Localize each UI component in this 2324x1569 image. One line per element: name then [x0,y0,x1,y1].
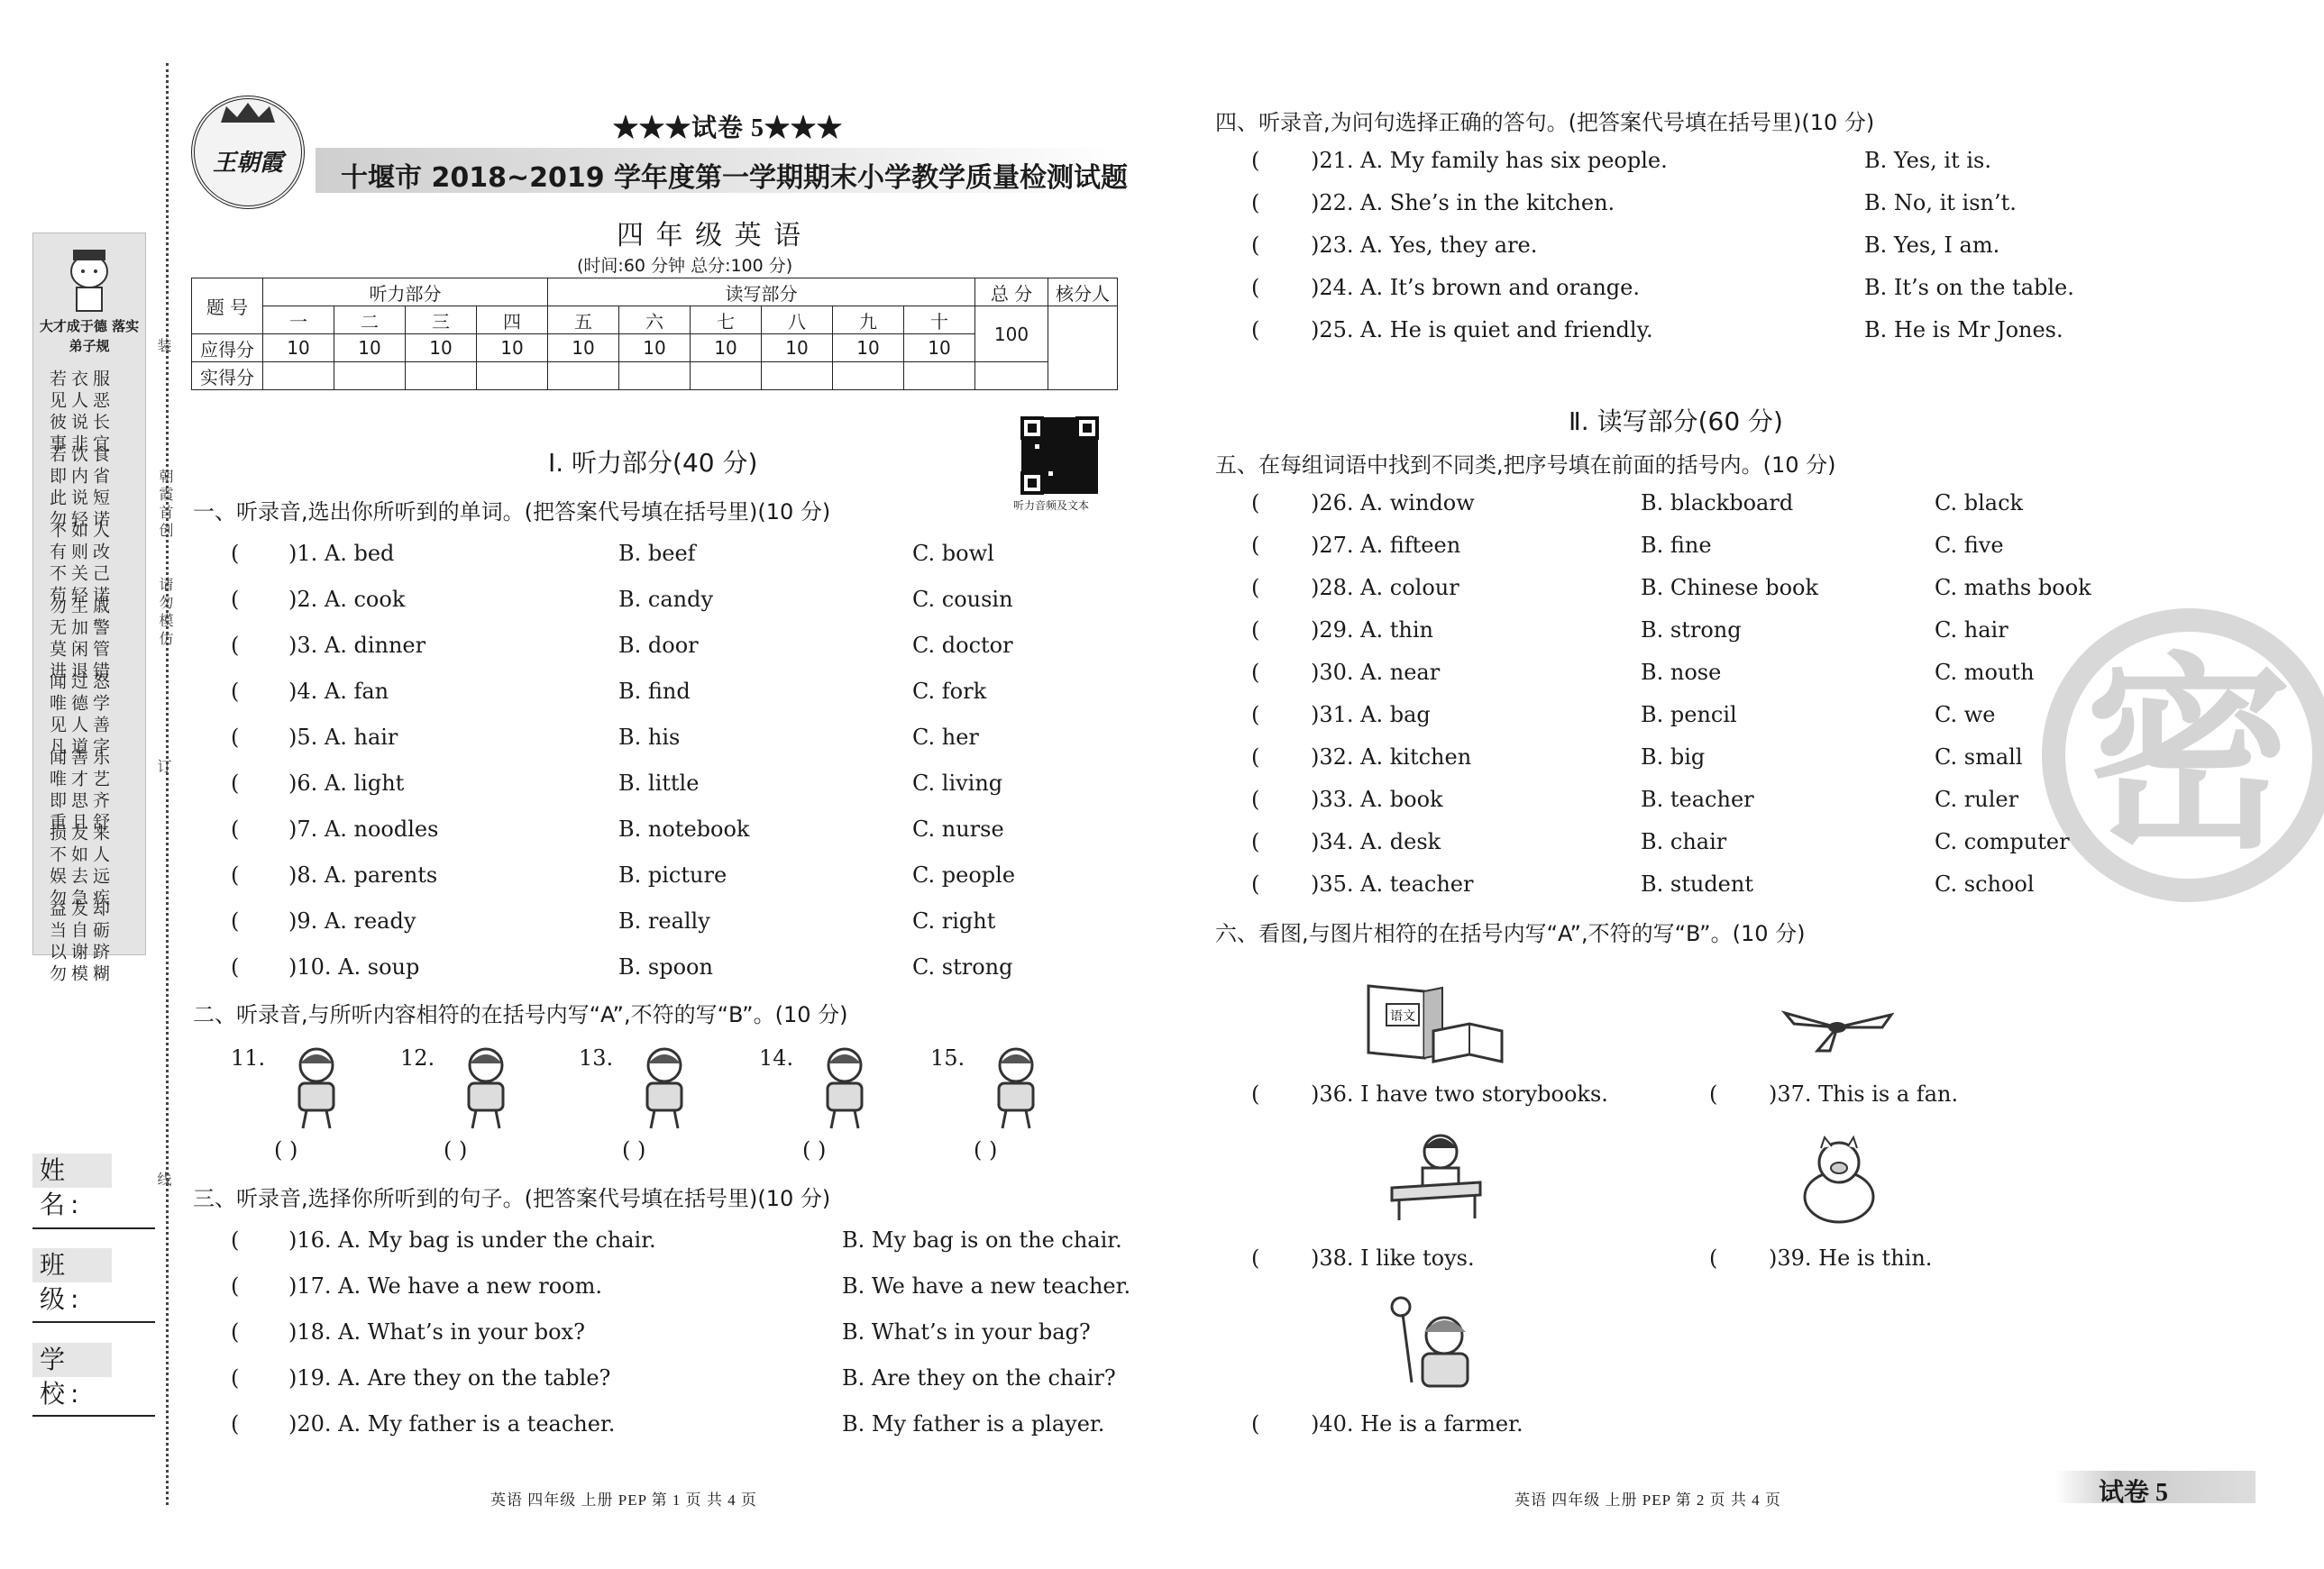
answer-paren[interactable]: ( ) [802,1137,827,1163]
answer-paren[interactable]: ( [1251,148,1260,173]
school-label: 学 校: [32,1343,112,1377]
q36: )36. I have two storybooks. [1311,1081,1608,1107]
question-number-cell: 七 [691,306,762,334]
answer-paren[interactable]: ( [1251,702,1260,727]
word-b: B. teacher [1641,787,1754,812]
binding-mark-ding: 订 [155,759,172,777]
due-score-cell: 10 [691,334,762,362]
option-b: B. door [618,633,699,658]
storybooks-picture [1361,982,1505,1067]
total-value: 100 [975,306,1048,362]
answer-paren[interactable]: ( ) [274,1137,298,1163]
fat-pig-picture [1798,1137,1880,1224]
option-b: B. beef [618,541,696,566]
answer-a: )21. A. My family has six people. [1311,148,1668,173]
footer-right: 英语 四年级 上册 PEP 第 2 页 共 4 页 [1514,1491,1781,1509]
question-number-cell: 八 [762,306,833,334]
listening-picture-12 [436,1044,535,1130]
word-c: C. five [1935,533,2004,558]
name-field[interactable] [32,1227,155,1229]
motto-column: 却砺跻糊 [90,899,110,986]
word-a: )35. A. teacher [1311,871,1474,897]
binding-mark-xian: 线 [155,1172,172,1190]
word-c: C. computer [1935,829,2070,854]
answer-paren[interactable]: ( [231,1365,240,1391]
reading-group-label: 读写部分 [548,278,975,306]
picture-number: 11. [231,1045,266,1071]
watermark-char: 密 [2084,636,2293,877]
answer-paren[interactable]: ( [1251,575,1260,600]
word-b: B. pencil [1641,702,1737,727]
answer-paren[interactable]: ( [1251,660,1260,685]
word-a: )31. A. bag [1311,702,1431,727]
word-b: B. chair [1641,829,1727,854]
word-b: B. blackboard [1641,490,1794,515]
actual-score-cell[interactable] [477,362,548,390]
word-c: C. black [1935,490,2024,515]
answer-a: )25. A. He is quiet and friendly. [1311,317,1653,342]
option-b: B. spoon [618,954,713,980]
sentence-a: )18. A. What’s in your box? [288,1319,585,1345]
actual-score-cell[interactable] [833,362,904,390]
answer-paren[interactable]: ( [231,954,240,980]
option-a: )7. A. noodles [288,816,439,842]
option-a: )2. A. cook [288,587,406,612]
question-number-cell: 十 [904,306,975,334]
picture-number: 12. [400,1045,435,1071]
qr-code-icon[interactable] [1020,416,1098,494]
section4-title: 四、听录音,为问句选择正确的答句。(把答案代号填在括号里)(10 分) [1215,110,1875,135]
motto-column: 来人远疾 [90,824,110,910]
option-c: C. people [912,862,1016,888]
answer-b: B. Yes, I am. [1864,233,2000,258]
actual-total-cell[interactable] [975,362,1048,390]
q39-paren[interactable]: ( [1709,1245,1718,1271]
picture-number: 13. [579,1045,614,1071]
exam-title: 十堰市 2018~2019 学年度第一学期期末小学教学质量检测试题 [341,162,1129,194]
answer-paren[interactable]: ( [231,1319,240,1345]
word-a: )26. A. window [1311,490,1475,515]
answer-paren[interactable]: ( [231,1227,240,1253]
word-a: )28. A. colour [1311,575,1459,600]
motto-column: 戚警管错 [90,597,110,683]
listening-picture-11 [267,1044,366,1130]
motto-column: 益当以勿 [47,899,67,986]
answer-paren[interactable]: ( [1251,787,1260,812]
answer-paren[interactable]: ( [231,1273,240,1299]
motto-column: 勿无莫进 [47,597,67,683]
listening-group-label: 听力部分 [263,278,548,306]
due-score-cell: 10 [548,334,619,362]
binding-dotted-line [166,63,169,1505]
option-a: )5. A. hair [288,725,398,750]
motto-column: 衣人说非 [69,369,88,456]
answer-paren[interactable]: ( [1251,533,1260,558]
question-number-cell: 五 [548,306,619,334]
answer-paren[interactable]: ( [1251,275,1260,300]
answer-a: )24. A. It’s brown and orange. [1311,275,1641,300]
due-score-cell: 10 [263,334,334,362]
word-b: B. fine [1641,533,1712,558]
answer-paren[interactable]: ( [1251,317,1260,342]
part1-title: Ⅰ. 听力部分(40 分) [548,448,758,478]
motto-column: 闻唯即重 [47,748,67,835]
answer-paren[interactable]: ( [231,725,240,750]
actual-score-cell[interactable] [904,362,975,390]
option-a: )8. A. parents [288,862,438,888]
picture-number: 14. [759,1045,794,1071]
word-a: )30. A. near [1311,660,1441,685]
subject-title: 四 年 级 英 语 [617,220,803,251]
sentence-a: )16. A. My bag is under the chair. [288,1227,656,1253]
class-field[interactable] [32,1321,155,1323]
score-table [191,278,1118,390]
due-score-cell: 10 [334,334,406,362]
answer-paren[interactable]: ( [1251,617,1260,643]
answer-paren[interactable]: ( [231,816,240,842]
word-c: C. small [1935,744,2023,770]
option-c: C. bowl [912,541,994,566]
answer-paren[interactable]: ( ) [974,1137,998,1163]
table-head-actual: 实得分 [192,362,263,390]
motto-column: 损不娱勿 [47,824,67,910]
motto-top: 大才成于德 落实弟子规 [39,318,140,354]
q37: )37. This is a fan. [1769,1081,1959,1107]
answer-paren[interactable]: ( [1251,490,1260,515]
due-score-cell: 10 [406,334,477,362]
option-b: B. candy [618,587,714,612]
option-a: )3. A. dinner [288,633,426,658]
due-score-cell: 10 [904,334,975,362]
school-field[interactable] [32,1415,155,1417]
sentence-b: B. Are they on the chair? [842,1365,1116,1391]
footer-left: 英语 四年级 上册 PEP 第 1 页 共 4 页 [490,1491,757,1509]
option-b: B. picture [618,862,727,888]
actual-score-cell[interactable] [406,362,477,390]
option-a: )6. A. light [288,771,405,796]
answer-paren[interactable]: ( [1251,233,1260,258]
word-b: B. strong [1641,617,1742,643]
option-c: C. nurse [912,816,1004,842]
motto-column: 饮内说轻 [69,445,88,532]
option-b: B. his [618,725,681,750]
time-info: (时间:60 分钟 总分:100 分) [577,256,793,276]
option-c: C. strong [912,954,1013,980]
actual-score-cell[interactable] [263,362,334,390]
due-score-cell: 10 [477,334,548,362]
motto-column: 善才思且 [69,748,88,835]
sentence-b: B. My father is a player. [842,1411,1105,1437]
option-c: C. doctor [912,633,1013,658]
answer-paren[interactable]: ( [1251,744,1260,770]
option-a: )10. A. soup [288,954,420,980]
answer-b: B. He is Mr Jones. [1864,317,2063,342]
question-number-cell: 六 [619,306,691,334]
binding-note-2: 请勿模仿 [157,577,174,649]
sentence-a: )20. A. My father is a teacher. [288,1411,616,1437]
word-b: B. nose [1641,660,1722,685]
boy-writing-picture [1386,1128,1486,1222]
q40-paren[interactable]: ( [1251,1411,1260,1437]
q40: )40. He is a farmer. [1311,1411,1523,1437]
actual-score-cell[interactable] [619,362,691,390]
q38: )38. I like toys. [1311,1245,1475,1271]
motto-column: 友如去急 [69,824,88,910]
listening-picture-14 [795,1044,894,1130]
question-number-cell: 四 [477,306,548,334]
answer-b: B. Yes, it is. [1864,148,1991,173]
due-score-cell: 10 [762,334,833,362]
answer-b: B. It’s on the table. [1864,275,2074,300]
option-c: C. fork [912,679,987,704]
motto-column: 服恶长宜 [90,369,110,456]
option-a: )9. A. ready [288,908,416,934]
total-label: 总 分 [975,278,1048,306]
actual-score-cell[interactable] [691,362,762,390]
crown-icon [217,101,279,124]
section2-title: 二、听录音,与所听内容相符的在括号内写“A”,不符的写“B”。(10 分) [193,1002,848,1027]
footer-tag: 试卷 5 [2099,1479,2169,1507]
motto-column: 若见彼事 [47,369,67,456]
section3-title: 三、听录音,选择你所听到的句子。(把答案代号填在括号里)(10 分) [193,1186,831,1211]
motto-column: 怒学善字 [90,672,110,759]
word-b: B. student [1641,871,1753,897]
actual-score-cell[interactable] [334,362,406,390]
word-a: )33. A. book [1311,787,1443,812]
binding-mark-zhuang: 装 [155,338,172,356]
motto-column: 生加闲退 [69,597,88,683]
option-b: B. find [618,679,691,704]
checker-cell[interactable] [1048,306,1118,390]
section5-title: 五、在每组词语中找到不同类,把序号填在前面的括号内。(10 分) [1215,452,1836,478]
word-b: B. Chinese book [1641,575,1819,600]
answer-paren[interactable]: ( [231,771,240,796]
table-head-due: 应得分 [192,334,263,362]
motto-column: 乐艺齐舒 [90,748,110,835]
question-number-cell: 三 [406,306,477,334]
q37-paren[interactable]: ( [1709,1081,1718,1107]
option-a: )4. A. fan [288,679,389,704]
option-c: C. right [912,908,996,934]
motto-column: 食省短诺 [90,445,110,532]
word-a: )32. A. kitchen [1311,744,1472,770]
word-b: B. big [1641,744,1706,770]
table-head-number: 题 号 [192,278,263,334]
motto-column: 若即此勿 [47,445,67,532]
book-cover-text: 语文 [1390,1009,1415,1024]
scholar-cartoon-icon [53,241,125,313]
part2-title: Ⅱ. 读写部分(60 分) [1569,406,1783,436]
option-c: C. her [912,725,979,750]
section1-title: 一、听录音,选出你所听到的单词。(把答案代号填在括号里)(10 分) [193,499,831,525]
answer-paren[interactable]: ( [231,679,240,704]
answer-paren[interactable]: ( [1251,190,1260,215]
sentence-a: )19. A. Are they on the table? [288,1365,611,1391]
binding-note-1: 朝霞首创 [157,469,174,541]
question-number-cell: 二 [334,306,406,334]
answer-paren[interactable]: ( [1251,871,1260,897]
answer-a: )23. A. Yes, they are. [1311,233,1538,258]
paper-tag: ★★★试卷 5★★★ [613,114,844,142]
motto-column: 过德人道 [69,672,88,759]
qr-caption: 听力音频及文本 [1013,499,1090,512]
listening-picture-13 [615,1044,714,1130]
answer-paren[interactable]: ( [231,1411,240,1437]
word-c: C. we [1935,702,1996,727]
motto-column: 不有不苟 [47,521,67,607]
class-label: 班 级: [32,1248,112,1282]
option-b: B. little [618,771,700,796]
option-a: )1. A. bed [288,541,395,566]
motto-column: 人改己诺 [90,521,110,607]
motto-column: 友自谢模 [69,899,88,986]
actual-score-cell[interactable] [548,362,619,390]
due-score-cell: 10 [833,334,904,362]
name-label: 姓 名: [32,1154,112,1188]
motto-column: 如则关轻 [69,521,88,607]
word-c: C. school [1935,871,2035,897]
motto-column: 闻唯见凡 [47,672,67,759]
word-c: C. hair [1935,617,2008,643]
ceiling-fan-picture [1781,1000,1895,1054]
word-c: C. mouth [1935,660,2035,685]
q38-paren[interactable]: ( [1251,1245,1260,1271]
q36-paren[interactable]: ( [1251,1081,1260,1107]
answer-b: B. No, it isn’t. [1864,190,2017,215]
checker-label: 核分人 [1048,278,1118,306]
answer-paren[interactable]: ( ) [444,1137,468,1163]
picture-number: 15. [930,1045,965,1071]
sentence-b: B. What’s in your bag? [842,1319,1091,1345]
sentence-b: B. My bag is on the chair. [842,1227,1122,1253]
word-c: C. maths book [1935,575,2091,600]
question-number-cell: 九 [833,306,904,334]
publisher-logo [191,96,305,209]
answer-a: )22. A. She’s in the kitchen. [1311,190,1615,215]
answer-paren[interactable]: ( [231,908,240,934]
answer-paren[interactable]: ( [231,862,240,888]
sentence-a: )17. A. We have a new room. [288,1273,602,1299]
word-a: )34. A. desk [1311,829,1441,854]
q39: )39. He is thin. [1769,1245,1933,1271]
section6-title: 六、看图,与图片相符的在括号内写“A”,不符的写“B”。(10 分) [1215,921,1806,946]
option-b: B. notebook [618,816,750,842]
word-c: C. ruler [1935,787,2019,812]
word-a: )27. A. fifteen [1311,533,1461,558]
confidential-watermark-icon [2027,602,2324,908]
due-score-cell: 10 [619,334,691,362]
answer-paren[interactable]: ( [231,587,240,612]
option-c: C. cousin [912,587,1013,612]
farmer-picture [1388,1294,1482,1391]
option-c: C. living [912,771,1003,796]
answer-paren[interactable]: ( ) [622,1137,646,1163]
answer-paren[interactable]: ( [231,633,240,658]
answer-paren[interactable]: ( [1251,829,1260,854]
listening-picture-15 [966,1044,1066,1130]
word-a: )29. A. thin [1311,617,1433,643]
actual-score-cell[interactable] [762,362,833,390]
answer-paren[interactable]: ( [231,541,240,566]
sentence-b: B. We have a new teacher. [842,1273,1131,1299]
option-b: B. really [618,908,710,934]
question-number-cell: 一 [263,306,334,334]
logo-text: 王朝霞 [212,150,283,176]
